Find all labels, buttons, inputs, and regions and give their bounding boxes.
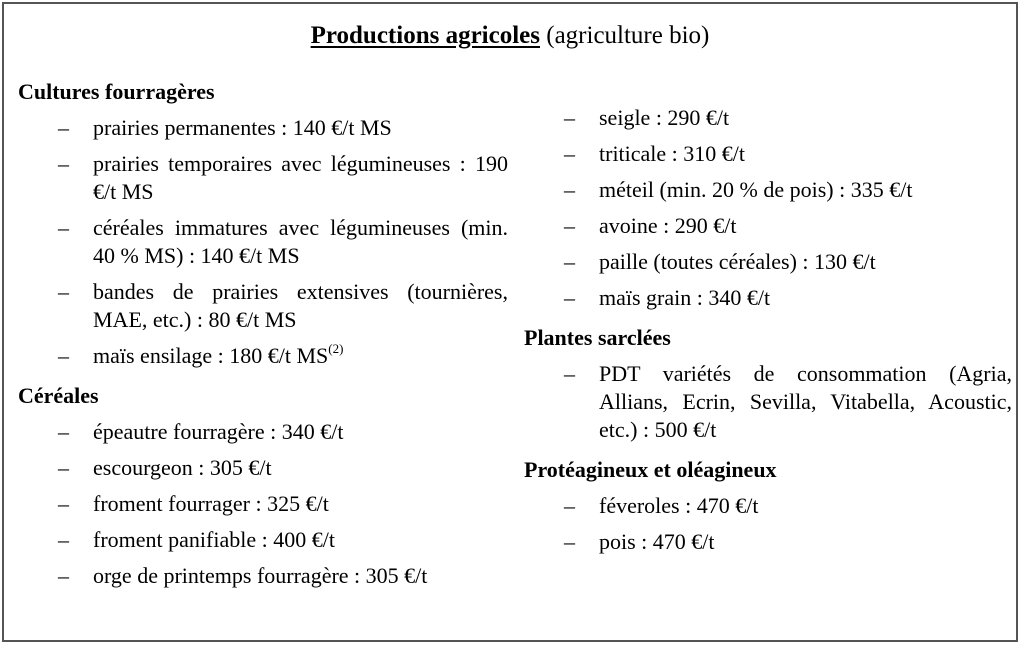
list-cultures-fourrageres (18, 114, 508, 370)
footnote-ref: (2) (328, 340, 344, 356)
list-item: – féveroles : 470 €/t (524, 492, 1012, 520)
mais-ensilage-text: maïs ensilage : 180 €/t MS (93, 343, 329, 368)
document-frame (2, 2, 1018, 642)
list-item: – avoine : 290 €/t (524, 212, 1012, 240)
list-item: – bandes de prairies extensives (tournières, MAE, etc.) : 80 €/t MS (18, 278, 508, 334)
list-item: – paille (toutes céréales) : 130 €/t (524, 248, 1012, 276)
section-heading-proteagineux: Protéagineux et oléagineux (524, 457, 777, 482)
list-item: – épeautre fourragère : 340 €/t (18, 418, 508, 446)
title-sub: (agriculture bio) (546, 22, 710, 49)
section-heading-cultures-fourrageres: Cultures fourragères (18, 79, 215, 104)
list-item: – escourgeon : 305 €/t (18, 454, 508, 482)
list-item: – froment panifiable : 400 €/t (18, 526, 508, 554)
list-item: – triticale : 310 €/t (524, 140, 1012, 168)
list-item: – PDT variétés de consommation (Agria, Allians, Ecrin, Sevilla, Vitabella, Acoustic, etc.) : 500 €/t (524, 360, 1012, 444)
list-item: – maïs grain : 340 €/t (524, 284, 1012, 312)
list-plantes-sarclees (524, 360, 1012, 444)
list-item: – prairies permanentes : 140 €/t MS (18, 114, 508, 142)
list-item: – prairies temporaires avec légumineuses : 190 €/t MS (18, 150, 508, 206)
section-heading-plantes-sarclees: Plantes sarclées (524, 325, 671, 350)
title-main: Productions agricoles (310, 22, 540, 49)
right-column (524, 104, 1012, 564)
list-item: – pois : 470 €/t (524, 528, 1012, 556)
section-heading-cereales: Céréales (18, 383, 99, 408)
list-item: – froment fourrager : 325 €/t (18, 490, 508, 518)
list-cereales-continued (524, 104, 1012, 312)
list-cereales (18, 418, 508, 590)
list-item: – céréales immatures avec légumineuses (min. 40 % MS) : 140 €/t MS (18, 214, 508, 270)
list-item-mais-ensilage (18, 342, 508, 370)
list-item: – orge de printemps fourragère : 305 €/t (18, 562, 508, 590)
left-column (18, 78, 508, 598)
list-item: – méteil (min. 20 % de pois) : 335 €/t (524, 176, 1012, 204)
page-title (4, 18, 1016, 54)
list-item: – seigle : 290 €/t (524, 104, 1012, 132)
list-proteagineux (524, 492, 1012, 556)
